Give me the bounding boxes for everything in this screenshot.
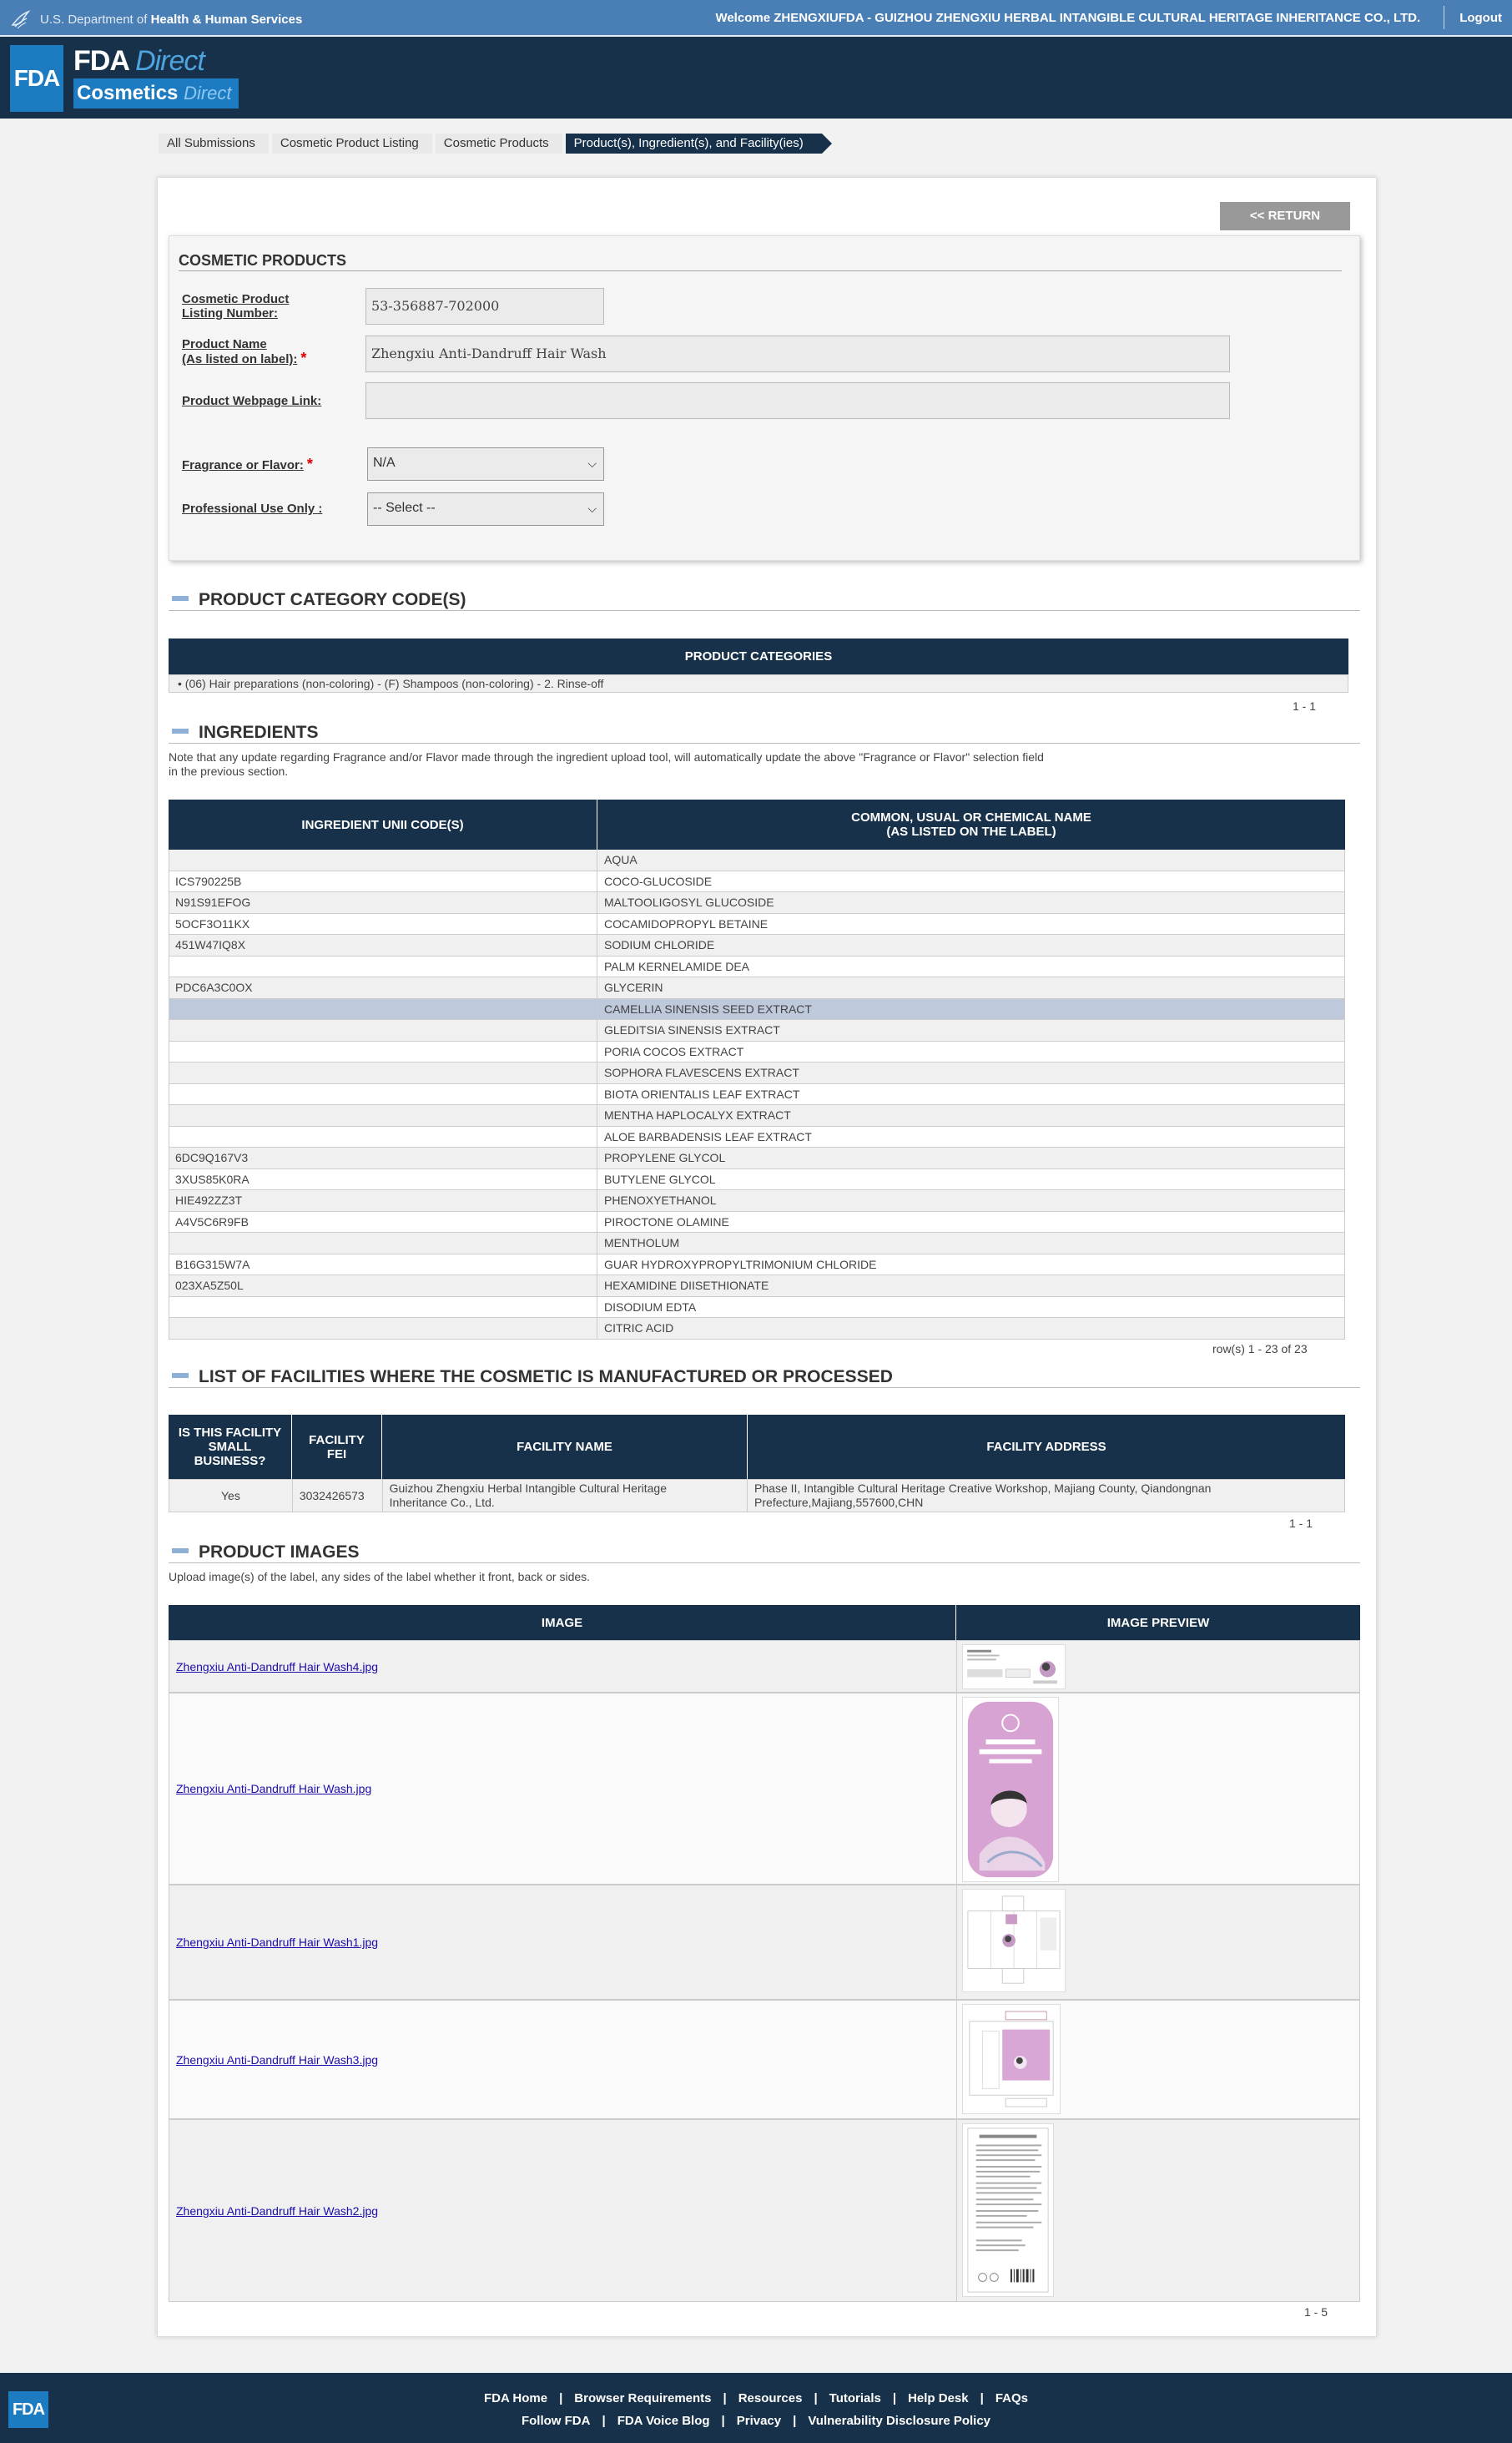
images-note: Upload image(s) of the label, any sides of the label whether it front, back or sides. bbox=[169, 1570, 591, 1583]
professional-use-select[interactable]: -- Select -- ⌵ bbox=[367, 492, 604, 526]
ingredient-row bbox=[169, 1020, 1345, 1042]
listing-number-label: Cosmetic Product Listing Number: bbox=[182, 292, 290, 321]
fragrance-label: Fragrance or Flavor: * bbox=[182, 456, 313, 472]
ingredient-row bbox=[169, 1212, 1345, 1234]
ingredient-row bbox=[169, 1063, 1345, 1084]
unii-code-cell: PDC6A3C0OX bbox=[169, 977, 597, 998]
unii-code-cell bbox=[169, 1063, 597, 1083]
cosmetic-products-title: COSMETIC PRODUCTS bbox=[179, 252, 347, 269]
collapse-icon[interactable] bbox=[172, 1548, 189, 1553]
images-section-title: PRODUCT IMAGES bbox=[169, 1542, 360, 1562]
footer-links-secondary bbox=[0, 2414, 1512, 2428]
ingredients-table bbox=[169, 850, 1345, 1340]
ingredient-name-cell: PIROCTONE OLAMINE bbox=[597, 1212, 1345, 1233]
ingredient-row bbox=[169, 1169, 1345, 1191]
image-file-link[interactable]: Zhengxiu Anti-Dandruff Hair Wash3.jpg bbox=[176, 2052, 379, 2067]
breadcrumb bbox=[159, 134, 825, 154]
breadcrumb-cosmetic-products[interactable]: Cosmetic Products bbox=[436, 134, 562, 154]
label-preview-thumbnail[interactable] bbox=[962, 1644, 1066, 1689]
fragrance-select[interactable]: N/A ⌵ bbox=[367, 447, 604, 481]
ingredient-row bbox=[169, 1042, 1345, 1063]
divider bbox=[169, 743, 1360, 744]
image-file-link[interactable]: Zhengxiu Anti-Dandruff Hair Wash1.jpg bbox=[176, 1936, 379, 1949]
ingredient-name-cell: CITRIC ACID bbox=[597, 1318, 1345, 1339]
unii-code-cell bbox=[169, 999, 597, 1020]
unii-code-cell: 6DC9Q167V3 bbox=[169, 1148, 597, 1169]
footer-link[interactable]: Tutorials bbox=[829, 2391, 881, 2405]
ingredient-name-cell: MENTHOLUM bbox=[597, 1233, 1345, 1254]
webpage-link-label: Product Webpage Link: bbox=[182, 394, 322, 408]
unii-code-cell bbox=[169, 1127, 597, 1148]
collapse-icon[interactable] bbox=[172, 729, 189, 734]
facility-address-value: Phase II, Intangible Cultural Heritage Creative Workshop, Majiang County, Qiandongnan Prefecture,Majiang,557600,CHN bbox=[754, 1481, 1212, 1509]
ingredient-name-cell: HEXAMIDINE DIISETHIONATE bbox=[597, 1275, 1345, 1296]
facilities-section-title: LIST OF FACILITIES WHERE THE COSMETIC IS MANUFACTURED OR PROCESSED bbox=[169, 1367, 893, 1387]
image-file-link[interactable]: Zhengxiu Anti-Dandruff Hair Wash4.jpg bbox=[176, 1659, 379, 1673]
ingredient-row bbox=[169, 1233, 1345, 1254]
logout-link[interactable]: Logout bbox=[1459, 10, 1502, 25]
unii-code-cell bbox=[169, 1318, 597, 1339]
return-button[interactable]: << RETURN bbox=[1220, 202, 1350, 230]
divider bbox=[169, 1562, 1360, 1563]
unii-code-cell: HIE492ZZ3T bbox=[169, 1190, 597, 1211]
hhs-department[interactable] bbox=[10, 8, 302, 30]
ingredient-name-cell: GLEDITSIA SINENSIS EXTRACT bbox=[597, 1020, 1345, 1041]
ingredient-name-cell: SODIUM CHLORIDE bbox=[597, 935, 1345, 956]
category-section-title: PRODUCT CATEGORY CODE(S) bbox=[169, 590, 466, 610]
footer-link[interactable]: Resources bbox=[738, 2391, 803, 2405]
ingredient-name-cell: ALOE BARBADENSIS LEAF EXTRACT bbox=[597, 1127, 1345, 1148]
fei-value: 3032426573 bbox=[293, 1480, 383, 1512]
category-column-header: PRODUCT CATEGORIES bbox=[684, 649, 833, 664]
ingredient-row bbox=[169, 1105, 1345, 1127]
breadcrumb-cosmetic-product-listing[interactable]: Cosmetic Product Listing bbox=[272, 134, 432, 154]
fei-column-header: FACILITY FEI bbox=[292, 1415, 382, 1479]
footer-separator: | bbox=[892, 2391, 897, 2405]
unii-code-cell: 5OCF3O11KX bbox=[169, 914, 597, 935]
facility-name-column-header: FACILITY NAME bbox=[382, 1415, 748, 1479]
ingredient-name-cell: MALTOOLIGOSYL GLUCOSIDE bbox=[597, 892, 1345, 913]
category-table-header bbox=[169, 639, 1348, 674]
ingredient-row bbox=[169, 1127, 1345, 1148]
name-column-header: COMMON, USUAL OR CHEMICAL NAME (AS LISTED ON THE LABEL) bbox=[851, 810, 1091, 839]
fda-direct-title: FDA Direct bbox=[73, 45, 204, 77]
unii-code-cell: A4V5C6R9FB bbox=[169, 1212, 597, 1233]
bottle-label-thumbnail[interactable] bbox=[962, 1697, 1059, 1882]
image-row bbox=[169, 1640, 1360, 1693]
back-label-thumbnail[interactable] bbox=[962, 2123, 1054, 2297]
facility-row bbox=[169, 1479, 1345, 1512]
breadcrumb-all-submissions[interactable]: All Submissions bbox=[159, 134, 269, 154]
images-pager: 1 - 5 bbox=[1304, 2305, 1328, 2319]
footer-link[interactable]: Follow FDA bbox=[521, 2414, 591, 2428]
ingredient-name-cell: PALM KERNELAMIDE DEA bbox=[597, 957, 1345, 977]
small-business-value: Yes bbox=[169, 1480, 293, 1512]
unii-code-cell: B16G315W7A bbox=[169, 1254, 597, 1275]
unii-code-cell: 3XUS85K0RA bbox=[169, 1169, 597, 1190]
footer-link[interactable]: Help Desk bbox=[908, 2391, 969, 2405]
image-preview-column-header: IMAGE PREVIEW bbox=[1106, 1615, 1210, 1630]
footer-separator: | bbox=[793, 2414, 797, 2428]
ingredient-row bbox=[169, 957, 1345, 978]
footer-separator: | bbox=[721, 2414, 725, 2428]
footer-link[interactable]: Vulnerability Disclosure Policy bbox=[808, 2414, 991, 2428]
ingredient-name-cell: COCO-GLUCOSIDE bbox=[597, 871, 1345, 892]
image-row bbox=[169, 1885, 1360, 2000]
image-row bbox=[169, 2000, 1360, 2119]
ingredient-row bbox=[169, 1318, 1345, 1340]
ingredient-row bbox=[169, 914, 1345, 936]
product-name-label: Product Name (As listed on label): * bbox=[182, 337, 307, 366]
unii-code-cell bbox=[169, 1042, 597, 1063]
box-dieline-thumbnail[interactable] bbox=[962, 1889, 1066, 1992]
unii-code-cell: 451W47IQ8X bbox=[169, 935, 597, 956]
footer-link[interactable]: FDA Home bbox=[483, 2391, 548, 2405]
listing-number-field: 53-356887-702000 bbox=[365, 288, 604, 325]
fda-header bbox=[0, 37, 1512, 119]
ingredient-row bbox=[169, 1190, 1345, 1212]
ingredient-name-cell: MENTHA HAPLOCALYX EXTRACT bbox=[597, 1105, 1345, 1126]
footer-separator: | bbox=[602, 2414, 606, 2428]
image-file-link[interactable]: Zhengxiu Anti-Dandruff Hair Wash2.jpg bbox=[176, 2203, 379, 2218]
ingredient-name-cell: PORIA COCOS EXTRACT bbox=[597, 1042, 1345, 1063]
footer-link[interactable]: FDA Voice Blog bbox=[617, 2414, 710, 2428]
image-file-link[interactable]: Zhengxiu Anti-Dandruff Hair Wash.jpg bbox=[176, 1782, 372, 1795]
ingredient-row bbox=[169, 892, 1345, 914]
ingredient-name-cell: BIOTA ORIENTALIS LEAF EXTRACT bbox=[597, 1084, 1345, 1105]
ingredient-row bbox=[169, 1297, 1345, 1319]
ingredient-row bbox=[169, 1148, 1345, 1169]
images-table-header bbox=[169, 1605, 1360, 1640]
ingredient-name-cell: CAMELLIA SINENSIS SEED EXTRACT bbox=[597, 999, 1345, 1020]
facilities-table-header bbox=[169, 1415, 1345, 1479]
product-name-input[interactable]: Zhengxiu Anti-Dandruff Hair Wash bbox=[365, 336, 1230, 372]
facility-address-column-header: FACILITY ADDRESS bbox=[986, 1440, 1106, 1454]
unii-code-cell bbox=[169, 1084, 597, 1105]
ingredient-row bbox=[169, 1275, 1345, 1297]
unii-code-cell bbox=[169, 1105, 597, 1126]
unii-code-cell bbox=[169, 1297, 597, 1318]
footer-link[interactable]: Browser Requirements bbox=[574, 2391, 712, 2405]
ingredient-row bbox=[169, 850, 1345, 871]
ingredient-row bbox=[169, 935, 1345, 957]
divider bbox=[179, 270, 1342, 271]
ingredient-row bbox=[169, 999, 1345, 1021]
unii-code-cell bbox=[169, 1233, 597, 1254]
ingredients-table-header bbox=[169, 800, 1345, 850]
hhs-eagle-icon bbox=[10, 8, 32, 30]
cosmetics-direct-title: Cosmetics Direct bbox=[73, 78, 239, 109]
ingredient-name-cell: BUTYLENE GLYCOL bbox=[597, 1169, 1345, 1190]
collapse-icon[interactable] bbox=[172, 596, 189, 601]
divider bbox=[169, 610, 1360, 611]
image-row bbox=[169, 1693, 1360, 1885]
unii-code-cell: ICS790225B bbox=[169, 871, 597, 892]
hhs-top-bar bbox=[0, 0, 1512, 37]
unii-code-cell: N91S91EFOG bbox=[169, 892, 597, 913]
footer bbox=[0, 2373, 1512, 2443]
facility-name-value: Guizhou Zhengxiu Herbal Intangible Cultural Heritage Inheritance Co., Ltd. bbox=[383, 1480, 748, 1512]
divider bbox=[169, 1387, 1360, 1388]
category-pager: 1 - 1 bbox=[1293, 699, 1317, 713]
ingredient-name-cell: DISODIUM EDTA bbox=[597, 1297, 1345, 1318]
footer-separator: | bbox=[559, 2391, 563, 2405]
small-business-column-header: IS THIS FACILITY SMALL BUSINESS? bbox=[169, 1415, 292, 1479]
ingredient-name-cell: PROPYLENE GLYCOL bbox=[597, 1148, 1345, 1169]
unii-code-cell: 023XA5Z50L bbox=[169, 1275, 597, 1296]
webpage-link-input[interactable] bbox=[365, 382, 1230, 419]
unii-column-header: INGREDIENT UNII CODE(S) bbox=[169, 800, 597, 850]
ingredient-row bbox=[169, 1254, 1345, 1276]
unii-code-cell bbox=[169, 957, 597, 977]
ingredients-pager: row(s) 1 - 23 of 23 bbox=[1212, 1342, 1308, 1355]
welcome-text: Welcome ZHENGXIUFDA - GUIZHOU ZHENGXIU HERBAL INTANGIBLE CULTURAL HERITAGE INHERITANCE CO., LTD. bbox=[715, 10, 1421, 25]
image-column-header: IMAGE bbox=[169, 1605, 956, 1640]
facilities-pager: 1 - 1 bbox=[1289, 1517, 1313, 1530]
chevron-down-icon: ⌵ bbox=[587, 502, 597, 515]
ingredient-name-cell: SOPHORA FLAVESCENS EXTRACT bbox=[597, 1063, 1345, 1083]
footer-link[interactable]: FAQs bbox=[995, 2391, 1029, 2405]
dept-name: Health & Human Services bbox=[150, 12, 303, 27]
ingredient-name-cell: COCAMIDOPROPYL BETAINE bbox=[597, 914, 1345, 935]
ingredient-name-cell: AQUA bbox=[597, 850, 1345, 871]
ingredient-row bbox=[169, 1084, 1345, 1106]
required-marker: * bbox=[300, 350, 307, 366]
fda-footer-logo[interactable]: FDA bbox=[8, 2391, 48, 2428]
footer-links-primary bbox=[0, 2391, 1512, 2405]
image-row bbox=[169, 2119, 1360, 2302]
footer-link[interactable]: Privacy bbox=[736, 2414, 782, 2428]
collapse-icon[interactable] bbox=[172, 1373, 189, 1378]
box-layout-thumbnail[interactable] bbox=[962, 2004, 1061, 2114]
footer-separator: | bbox=[723, 2391, 727, 2405]
chevron-down-icon: ⌵ bbox=[587, 457, 597, 470]
footer-separator: | bbox=[980, 2391, 984, 2405]
fda-logo[interactable]: FDA bbox=[10, 45, 63, 112]
breadcrumb-current: Product(s), Ingredient(s), and Facility(ies) bbox=[566, 134, 822, 154]
professional-use-label: Professional Use Only : bbox=[182, 502, 323, 516]
unii-code-cell bbox=[169, 1020, 597, 1041]
ingredient-name-cell: GUAR HYDROXYPROPYLTRIMONIUM CHLORIDE bbox=[597, 1254, 1345, 1275]
unii-code-cell bbox=[169, 850, 597, 871]
ingredient-row bbox=[169, 977, 1345, 999]
ingredient-name-cell: GLYCERIN bbox=[597, 977, 1345, 998]
ingredient-name-cell: PHENOXYETHANOL bbox=[597, 1190, 1345, 1211]
required-marker: * bbox=[306, 456, 313, 472]
ingredients-section-title: INGREDIENTS bbox=[169, 723, 319, 743]
footer-separator: | bbox=[814, 2391, 818, 2405]
ingredients-note: Note that any update regarding Fragrance and/or Flavor made through the ingredient upload tool, will automatically update the above "Fragrance or Flavor" selection field in the previous section. bbox=[169, 750, 1044, 778]
ingredient-row bbox=[169, 871, 1345, 893]
dept-prefix: U.S. Department of bbox=[40, 12, 151, 27]
category-row: • (06) Hair preparations (non-coloring) - (F) Shampoos (non-coloring) - 2. Rinse-off bbox=[169, 674, 1348, 693]
